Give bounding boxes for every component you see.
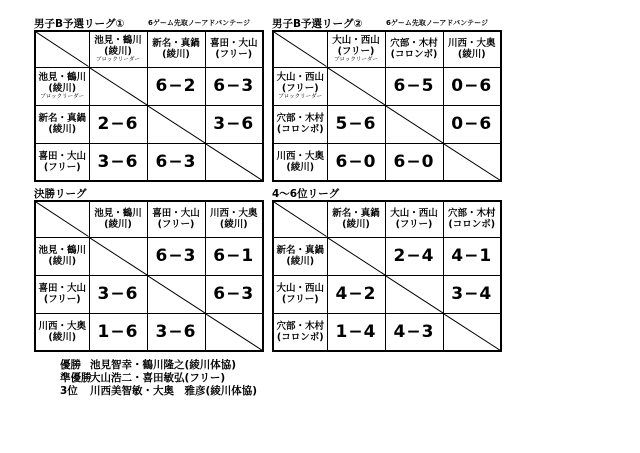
- result-rank: 優勝: [60, 359, 81, 371]
- team-club: (綾川): [457, 49, 486, 61]
- team-names: 大山・西山: [390, 208, 438, 220]
- match-score: 6−3: [213, 284, 255, 304]
- self-match-cell: [385, 105, 443, 143]
- team-names: 穴部・木村: [390, 38, 438, 50]
- team-club: (綾川): [104, 45, 132, 57]
- score-cell: [89, 143, 147, 181]
- team-names: 川西・大奥: [276, 150, 324, 162]
- team-club: (綾川): [286, 256, 315, 267]
- match-score: 2−6: [97, 114, 139, 134]
- score-cell: [147, 67, 205, 105]
- row-header-team: [273, 105, 327, 143]
- score-cell: [205, 237, 263, 275]
- self-match-cell: [327, 67, 385, 105]
- match-score: 3−6: [97, 284, 139, 304]
- team-names: 穴部・木村: [447, 208, 496, 220]
- score-cell: [327, 143, 385, 181]
- match-score: 3−6: [213, 114, 255, 134]
- self-match-cell: [89, 237, 147, 275]
- match-score: 6−0: [335, 151, 377, 172]
- league-title: 決勝リーグ: [34, 188, 87, 200]
- team-club: (綾川): [104, 219, 132, 231]
- team-names: 新名・真鍋: [152, 38, 200, 50]
- self-match-cell: [205, 313, 263, 351]
- row-header-team: [273, 67, 327, 105]
- league-table: [272, 200, 502, 352]
- row-header-team: [273, 313, 327, 351]
- team-names: 穴部・木村: [276, 113, 324, 124]
- self-match-cell: [443, 313, 501, 351]
- match-score: 6−3: [155, 246, 197, 266]
- match-score: 1−4: [335, 321, 377, 342]
- score-cell: [385, 237, 443, 275]
- result-line-3: [60, 385, 257, 398]
- team-club: (フリー): [281, 294, 319, 305]
- score-cell: [205, 67, 263, 105]
- team-names: 喜田・大山: [209, 38, 258, 50]
- score-cell: [443, 237, 501, 275]
- table-row: [35, 237, 263, 275]
- score-cell: [89, 313, 147, 351]
- corner-cell: [35, 201, 89, 237]
- table-row: [273, 313, 501, 351]
- match-score: 3−6: [155, 321, 197, 342]
- score-cell: [443, 67, 501, 105]
- row-header-team: [273, 237, 327, 275]
- match-score: 1−6: [97, 321, 139, 342]
- team-club: (綾川): [219, 219, 248, 231]
- results-list: [60, 359, 257, 398]
- match-score: 3−4: [451, 284, 493, 304]
- league-table: [34, 200, 264, 352]
- result-text: 川西美智敏・大奥 雅彦(綾川体協): [90, 385, 258, 397]
- column-header-team: [443, 201, 501, 237]
- result-line-2: [60, 372, 257, 385]
- column-header-team: [327, 31, 385, 67]
- score-cell: [89, 105, 147, 143]
- score-cell: [89, 275, 147, 313]
- row-header-team: [273, 143, 327, 181]
- team-names: 大山・西山: [276, 283, 324, 294]
- column-header-team: [385, 201, 443, 237]
- league-title: 4〜6位リーグ: [272, 188, 340, 200]
- table-row: [35, 275, 263, 313]
- team-club: (フリー): [395, 219, 433, 231]
- team-names: 池見・鶴川: [94, 208, 142, 220]
- team-names: 大山・西山: [276, 71, 324, 83]
- team-club: (コロンボ): [276, 331, 324, 343]
- table-row: [35, 313, 263, 351]
- column-header-team: [89, 31, 147, 67]
- league-title: 男子B予選リーグ②: [272, 18, 363, 30]
- match-score: 6−5: [393, 76, 435, 96]
- table-row: [35, 105, 263, 143]
- score-cell: [443, 275, 501, 313]
- team-names: 池見・鶴川: [38, 245, 86, 256]
- table-row: [273, 67, 501, 105]
- match-score: 0−6: [451, 76, 493, 96]
- team-club: (綾川): [286, 161, 315, 173]
- self-match-cell: [205, 143, 263, 181]
- team-names: 喜田・大山: [38, 150, 86, 162]
- team-club: (フリー): [281, 82, 319, 94]
- match-score: 0−6: [451, 114, 493, 134]
- column-header-team: [443, 31, 501, 67]
- team-names: 川西・大奥: [447, 38, 496, 50]
- table-row: [273, 105, 501, 143]
- league-table: [272, 30, 502, 182]
- team-names: 大山・西山: [332, 34, 380, 46]
- match-score: 6−1: [213, 246, 255, 266]
- team-club: (綾川): [342, 219, 370, 231]
- team-club: (フリー): [157, 219, 195, 231]
- team-club: (コロンボ): [448, 219, 496, 231]
- match-score: 4−3: [393, 321, 435, 342]
- team-club: (フリー): [43, 161, 81, 173]
- team-club: (綾川): [48, 256, 77, 267]
- team-names: 池見・鶴川: [94, 34, 142, 46]
- table-row: [273, 275, 501, 313]
- row-header-team: [35, 275, 89, 313]
- match-score: 5−6: [335, 114, 377, 134]
- match-score: 6−2: [155, 76, 197, 96]
- self-match-cell: [385, 275, 443, 313]
- score-cell: [385, 143, 443, 181]
- score-cell: [205, 275, 263, 313]
- row-header-team: [35, 143, 89, 181]
- league-rule-note: 6ゲーム先取ノーアドバンテージ: [148, 19, 251, 27]
- team-names: 新名・真鍋: [38, 113, 86, 124]
- match-score: 3−6: [97, 151, 139, 172]
- row-header-team: [35, 237, 89, 275]
- match-score: 2−4: [393, 246, 435, 266]
- self-match-cell: [443, 143, 501, 181]
- block-leader-label: ブロックリーダー: [96, 56, 140, 63]
- score-cell: [385, 67, 443, 105]
- team-club: (コロンボ): [390, 49, 438, 61]
- team-club: (フリー): [215, 49, 253, 61]
- team-names: 穴部・木村: [276, 320, 324, 332]
- row-header-team: [273, 275, 327, 313]
- block-leader-label: ブロックリーダー: [40, 93, 85, 100]
- self-match-cell: [147, 275, 205, 313]
- table-row: [35, 67, 263, 105]
- block-leader-label: ブロックリーダー: [334, 56, 378, 63]
- self-match-cell: [147, 105, 205, 143]
- score-cell: [147, 313, 205, 351]
- column-header-team: [205, 31, 263, 67]
- team-club: (コロンボ): [276, 124, 324, 135]
- team-names: 喜田・大山: [38, 283, 86, 294]
- match-score: 6−3: [213, 76, 255, 96]
- score-cell: [443, 105, 501, 143]
- score-cell: [327, 313, 385, 351]
- team-names: 池見・鶴川: [38, 71, 86, 83]
- team-club: (綾川): [162, 49, 190, 61]
- team-club: (綾川): [48, 124, 77, 135]
- team-club: (フリー): [43, 294, 81, 305]
- match-score: 6−3: [155, 151, 197, 172]
- team-names: 川西・大奥: [38, 320, 86, 332]
- corner-cell: [273, 201, 327, 237]
- score-cell: [205, 105, 263, 143]
- self-match-cell: [89, 67, 147, 105]
- team-names: 川西・大奥: [209, 208, 258, 220]
- result-line-1: [60, 359, 257, 372]
- team-names: 喜田・大山: [152, 208, 200, 220]
- column-header-team: [205, 201, 263, 237]
- result-text: 池見智幸・鶴川隆之(綾川体協): [90, 359, 237, 371]
- league-table: [34, 30, 264, 182]
- row-header-team: [35, 105, 89, 143]
- self-match-cell: [327, 237, 385, 275]
- score-cell: [385, 313, 443, 351]
- table-row: [35, 143, 263, 181]
- score-cell: [147, 143, 205, 181]
- row-header-team: [35, 67, 89, 105]
- column-header-team: [89, 201, 147, 237]
- team-club: (フリー): [337, 45, 375, 57]
- team-names: 新名・真鍋: [276, 245, 324, 256]
- table-row: [273, 143, 501, 181]
- column-header-team: [147, 201, 205, 237]
- result-rank: 3位: [60, 385, 78, 397]
- column-header-team: [385, 31, 443, 67]
- match-score: 6−0: [393, 151, 435, 172]
- corner-cell: [35, 31, 89, 67]
- block-leader-label: ブロックリーダー: [278, 93, 323, 100]
- team-names: 新名・真鍋: [332, 208, 380, 220]
- result-rank: 準優勝: [60, 372, 92, 384]
- column-header-team: [327, 201, 385, 237]
- score-cell: [147, 237, 205, 275]
- corner-cell: [273, 31, 327, 67]
- team-club: (綾川): [48, 82, 77, 94]
- match-score: 4−1: [451, 246, 493, 266]
- league-rule-note: 6ゲーム先取ノーアドバンテージ: [386, 19, 489, 27]
- column-header-team: [147, 31, 205, 67]
- row-header-team: [35, 313, 89, 351]
- match-score: 4−2: [335, 284, 377, 304]
- score-cell: [327, 105, 385, 143]
- table-row: [273, 237, 501, 275]
- league-title: 男子B予選リーグ①: [34, 18, 125, 30]
- score-cell: [327, 275, 385, 313]
- result-text: 大山浩二・喜田敏弘(フリー): [90, 372, 226, 384]
- team-club: (綾川): [48, 331, 77, 343]
